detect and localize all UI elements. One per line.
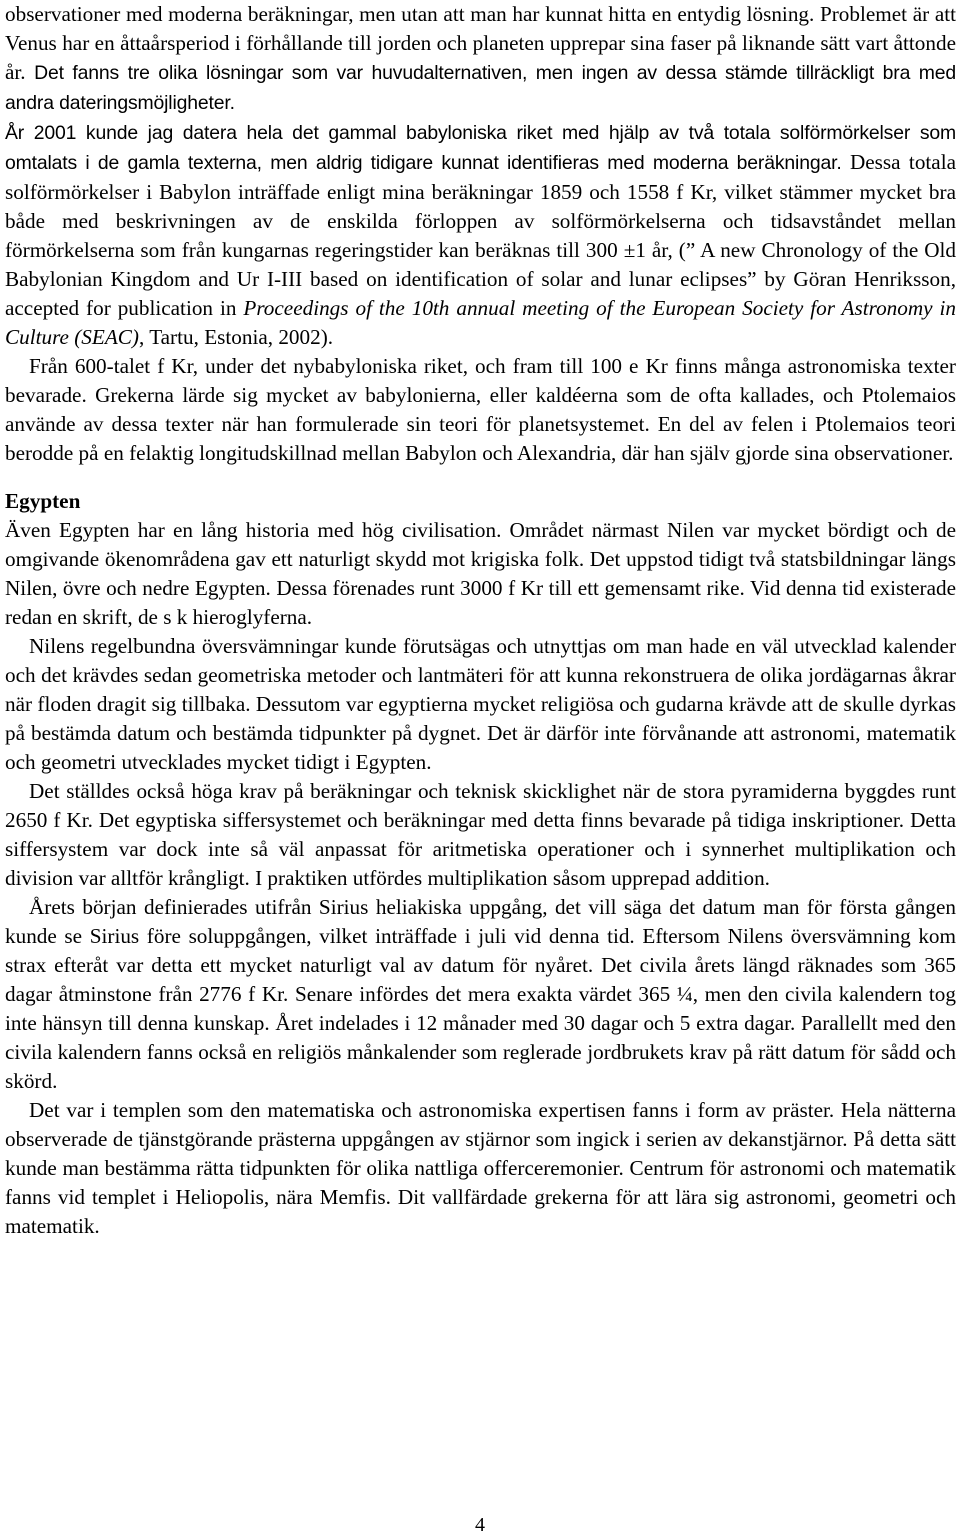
document-page: [5, 0, 956, 1537]
paragraph-neo-babylonian: Från 600-talet f Kr, under det nybabyloniska riket, och fram till 100 e Kr finns många astronomiska texter bevarade. Grekerna lärde sig mycket av babylonierna, eller kaldéerna som de ofta kallades, och Ptolemaios använde av dessa texter när han formulerade sin teori för planetsystemet. En del av felen i Ptolemaios teori berodde på en felaktig longitudskillnad mellan Babylon och Alexandria, där han själv gjorde sina observationer.: [5, 354, 956, 465]
paragraph-venus: [5, 0, 956, 118]
citation-title: Proceedings of the 10th annual meeting of the European Society for Astronomy in Culture (SEAC): [5, 296, 957, 349]
text-eclipses-sans: År 2001 kunde jag datera hela det gammal babyloniska riket med hjälp av två totala solförmörkelser som omtalats i de gamla texterna, men aldrig tidigare kunnat identifieras med moderna beräkningar.: [5, 122, 956, 174]
text-eclipses-serif: Dessa totala solförmörkelser i Babylon inträffade enligt mina beräkningar 1859 och 1558 f Kr, vilket stämmer mycket bra både med beskrivningen av de enskilda förloppen av solförmörkelserna och tidsavståndet mellan förmörkelserna som från kungarnas regeringstider kan beräknas till 300 ±1 år, (” A new Chronology of the Old Babylonian Kingdom and Ur I-III based on identification of solar and lunar eclipses” by Göran Henriksson, accepted for publication in: [5, 150, 956, 320]
document-body: [5, 0, 956, 1241]
text-venus-serif: observationer med moderna beräkningar, men utan att man har kunnat hitta en entydig lösning. Problemet är att Venus har en åttaårsperiod i förhållande till jorden och planeten upprepar sina faser på liknande sätt vart åttonde år.: [5, 2, 956, 84]
citation-tail: , Tartu, Estonia, 2002).: [138, 325, 334, 349]
paragraph-egypt-civilisation: Även Egypten har en lång historia med hög civilisation. Området närmast Nilen var mycket bördigt och de omgivande ökenområdena gav ett naturligt skydd mot krigiska folk. Det uppstod tidigt två statsbildningar längs Nilen, övre och nedre Egypten. Dessa förenades runt 3000 f Kr till ett gemensamt rike. Vid denna tid existerade redan en skrift, de s k hieroglyferna.: [5, 518, 956, 629]
paragraph-calendar: Årets början definierades utifrån Sirius heliakiska uppgång, det vill säga det datum man för första gången kunde se Sirius före soluppgången, vilket inträffade i juli vid denna tid. Eftersom Nilens översvämning kom strax efteråt var detta ett mycket naturligt val av datum för nyåret. Det civila årets längd räknades som 365 dagar åtminstone från 2776 f Kr. Senare infördes det mera exakta värdet 365 ¼, men den civila kalendern tog inte hänsyn till denna kunskap. Året indelades i 12 månader med 30 dagar och 5 extra dagar. Parallellt med den civila kalendern fanns också en religiös månkalender som reglerade jordbrukets krav på rätt datum för sådd och skörd.: [5, 895, 956, 1093]
paragraph-babylon-eclipses: [5, 118, 956, 352]
paragraph-pyramids: Det ställdes också höga krav på beräkningar och teknisk skicklighet när de stora pyramiderna byggdes runt 2650 f Kr. Det egyptiska siffersystemet och beräkningar med detta finns bevarade på tidiga inskriptioner. Detta siffersystem var dock inte så väl anpassat för aritmetiska operationer och i synnerhet multiplikation och division var alltför krångligt. I praktiken utfördes multiplikation såsom upprepad addition.: [5, 779, 956, 890]
section-heading-egypten: Egypten: [5, 489, 81, 513]
text-venus-sans: Det fanns tre olika lösningar som var huvudalternativen, men ingen av dessa stämde tillräckligt bra med andra dateringsmöjligheter.: [5, 62, 956, 114]
paragraph-temples: Det var i templen som den matematiska och astronomiska expertisen fanns i form av präster. Hela nätterna observerade de tjänstgörande prästerna uppgången av stjärnor som ingick i serien av dekanstjärnor. På detta sätt kunde man bestämma rätta tidpunkten för olika nattliga offerceremonier. Centrum för astronomi och matematik fanns vid templet i Heliopolis, nära Memfis. Dit vallfärdade grekerna för att lära sig astronomi, geometri och matematik.: [5, 1098, 956, 1238]
page-number: 4: [475, 1514, 485, 1536]
paragraph-nile-floods: Nilens regelbundna översvämningar kunde förutsägas och utnyttjas om man hade en väl utvecklad kalender och det krävdes sedan geometriska metoder och lantmäteri för att kunna rekonstruera de olika jordägarnas åkrar när floden dragit sig tillbaka. Dessutom var egyptierna mycket religiösa och gudarna krävde att de skulle dyrkas på bestämda datum och bestämda tidpunkter på dygnet. Det är därför inte förvånande att astronomi, matematik och geometri utvecklades mycket tidigt i Egypten.: [5, 634, 956, 774]
